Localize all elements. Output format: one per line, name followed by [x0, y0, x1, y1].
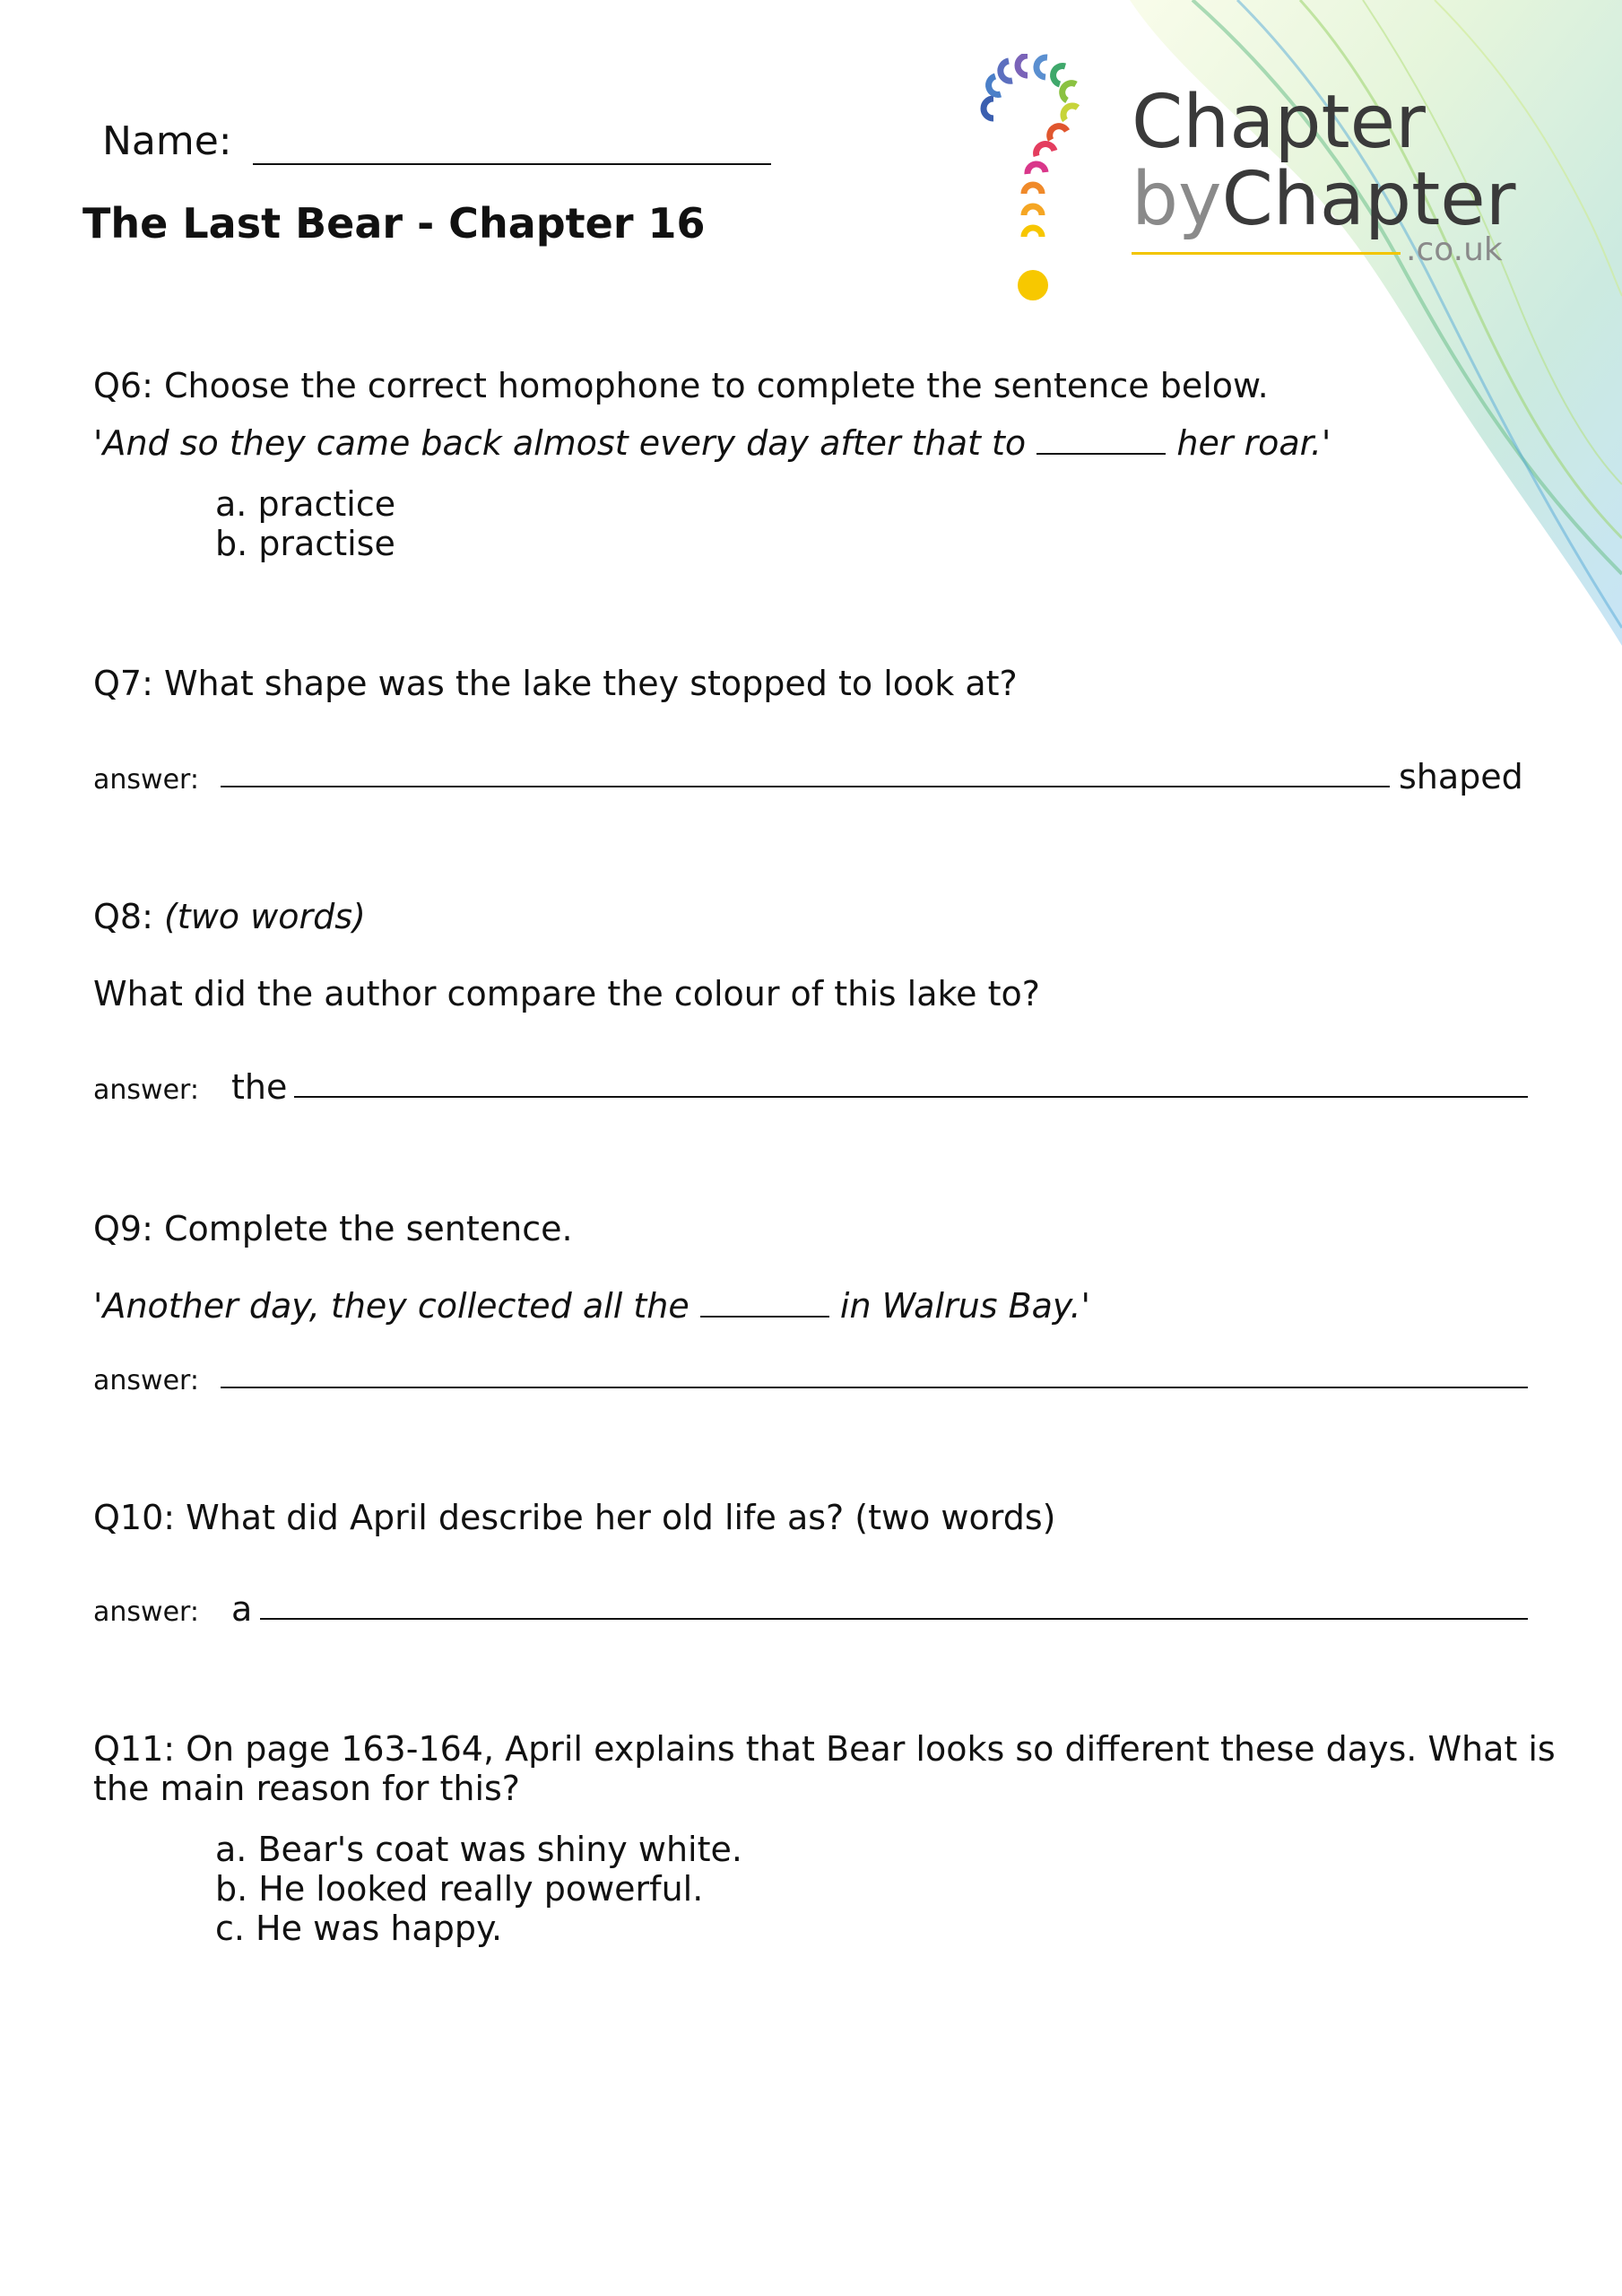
q8-answer-label: answer:: [93, 1074, 199, 1106]
q7-answer-label: answer:: [93, 764, 199, 796]
q6-quote: [93, 423, 1331, 465]
q9-question: Q9: Complete the sentence.: [93, 1209, 573, 1248]
logo-chapter2-text: Chapter: [1221, 157, 1516, 242]
q9-answer-line[interactable]: [221, 1387, 1528, 1388]
q6-option-a[interactable]: a. practice: [215, 484, 396, 524]
q11-question-line1: Q11: On page 163-164, April explains that Bear looks so different these days. What is: [93, 1729, 1556, 1769]
logo-chapter-text: Chapter: [1132, 80, 1426, 165]
q8-hint: (two words): [163, 897, 366, 936]
worksheet-title: The Last Bear - Chapter 16: [82, 199, 706, 248]
q9-blank: [700, 1316, 829, 1318]
q7-answer-line[interactable]: [221, 786, 1390, 787]
q10-answer-line[interactable]: [260, 1618, 1528, 1620]
logo-by-text: by: [1132, 157, 1222, 242]
q11-option-a[interactable]: a. Bear's coat was shiny white.: [215, 1830, 742, 1869]
logo-domain-text: .co.uk: [1406, 231, 1503, 268]
q6-option-b[interactable]: b. practise: [215, 524, 395, 563]
q8-question: What did the author compare the colour of this lake to?: [93, 974, 1040, 1013]
question-mark-of-books-icon: [968, 54, 1121, 314]
q11-question-line2: the main reason for this?: [93, 1769, 520, 1808]
logo-underline: [1132, 252, 1401, 255]
q6-blank: [1037, 453, 1166, 455]
q10-question: Q10: What did April describe her old life as? (two words): [93, 1498, 1056, 1537]
q9-quote: [93, 1286, 1090, 1327]
q7-answer-suffix: shaped: [1399, 757, 1523, 796]
q11-option-b[interactable]: b. He looked really powerful.: [215, 1869, 704, 1909]
q9-answer-label: answer:: [93, 1365, 199, 1396]
q9-quote-end: in Walrus Bay.': [839, 1286, 1090, 1326]
name-input-line[interactable]: [253, 163, 771, 165]
q8-answer-line[interactable]: [294, 1096, 1528, 1098]
q8-header: [93, 897, 366, 938]
q6-quote-start: 'And so they came back almost every day after that to: [93, 423, 1027, 463]
q9-quote-start: 'Another day, they collected all the: [93, 1286, 690, 1326]
q8-label: Q8:: [93, 897, 153, 936]
q11-option-c[interactable]: c. He was happy.: [215, 1909, 503, 1948]
q7-question: Q7: What shape was the lake they stopped to look at?: [93, 664, 1018, 703]
q6-question: Q6: Choose the correct homophone to complete the sentence below.: [93, 366, 1269, 405]
q8-answer-prefix: the: [231, 1067, 288, 1107]
q6-quote-end: her roar.': [1176, 423, 1331, 463]
q10-answer-prefix: a: [231, 1589, 253, 1629]
name-label: Name:: [102, 118, 232, 164]
q10-answer-label: answer:: [93, 1596, 199, 1628]
logo-by-chapter-text: [1132, 157, 1516, 242]
